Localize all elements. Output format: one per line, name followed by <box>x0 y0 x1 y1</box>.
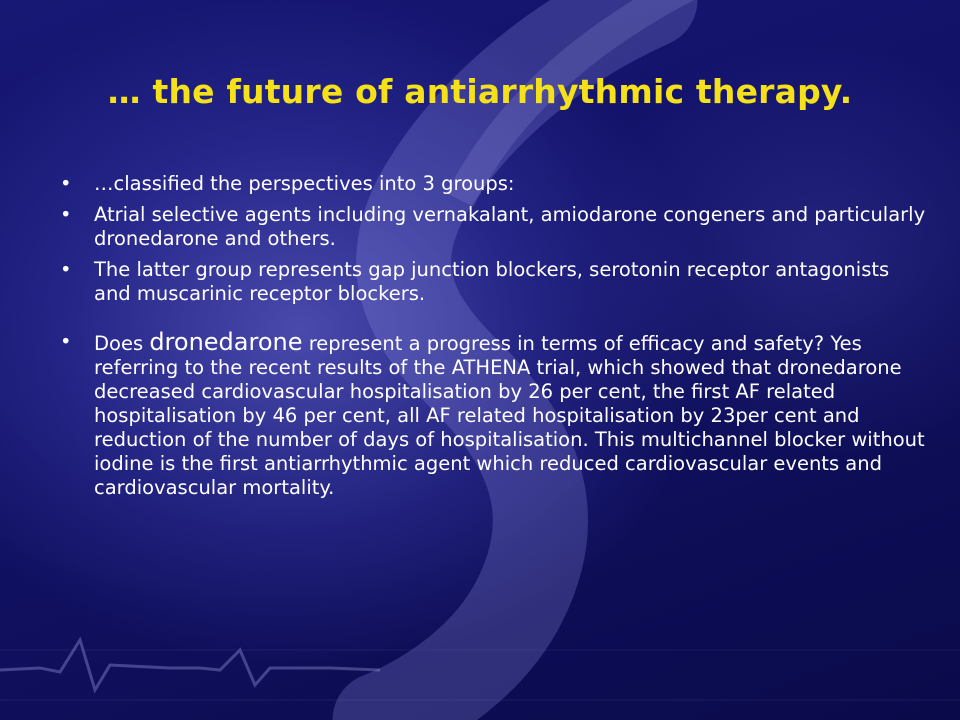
bullet-text-body: represent a progress in terms of efficacy and safety? Yes referring to the recent results of the ATHENA trial, which showed that dronedarone decreased cardiovascular hospitalisation by 26 per cent, the first AF related hospitalisation by 46 per cent, all AF related hospitalisation by 23per cent and reduction of the number of days of hospitalisation. This multichannel blocker without iodine is the first antiarrhythmic agent which reduced cardiovascular events and cardiovascular mortality. <box>94 332 925 499</box>
bullet-marker: • <box>60 172 72 195</box>
bullet-marker: • <box>60 330 72 353</box>
bullet-text-lead: Does <box>94 332 150 355</box>
slide-title: … the future of antiarrhythmic therapy. <box>107 72 853 111</box>
bullet-text: The latter group represents gap junction blockers, serotonin receptor antagonists and muscarinic receptor blockers. <box>94 258 890 305</box>
bullet-marker: • <box>60 258 72 281</box>
bullet-text: …classified the perspectives into 3 groups: <box>94 172 515 195</box>
bullet-list <box>60 172 930 507</box>
bullet-text: Atrial selective agents including vernakalant, amiodarone congeners and particularly dronedarone and others. <box>94 203 926 250</box>
bullet-marker: • <box>60 203 72 226</box>
bullet-text <box>94 328 925 499</box>
bullet-item <box>60 258 930 306</box>
background-ecg-line <box>0 640 380 690</box>
emphasized-term: dronedarone <box>149 328 303 356</box>
bullet-item <box>60 172 930 196</box>
bullet-item <box>60 203 930 251</box>
bullet-item <box>60 330 930 500</box>
